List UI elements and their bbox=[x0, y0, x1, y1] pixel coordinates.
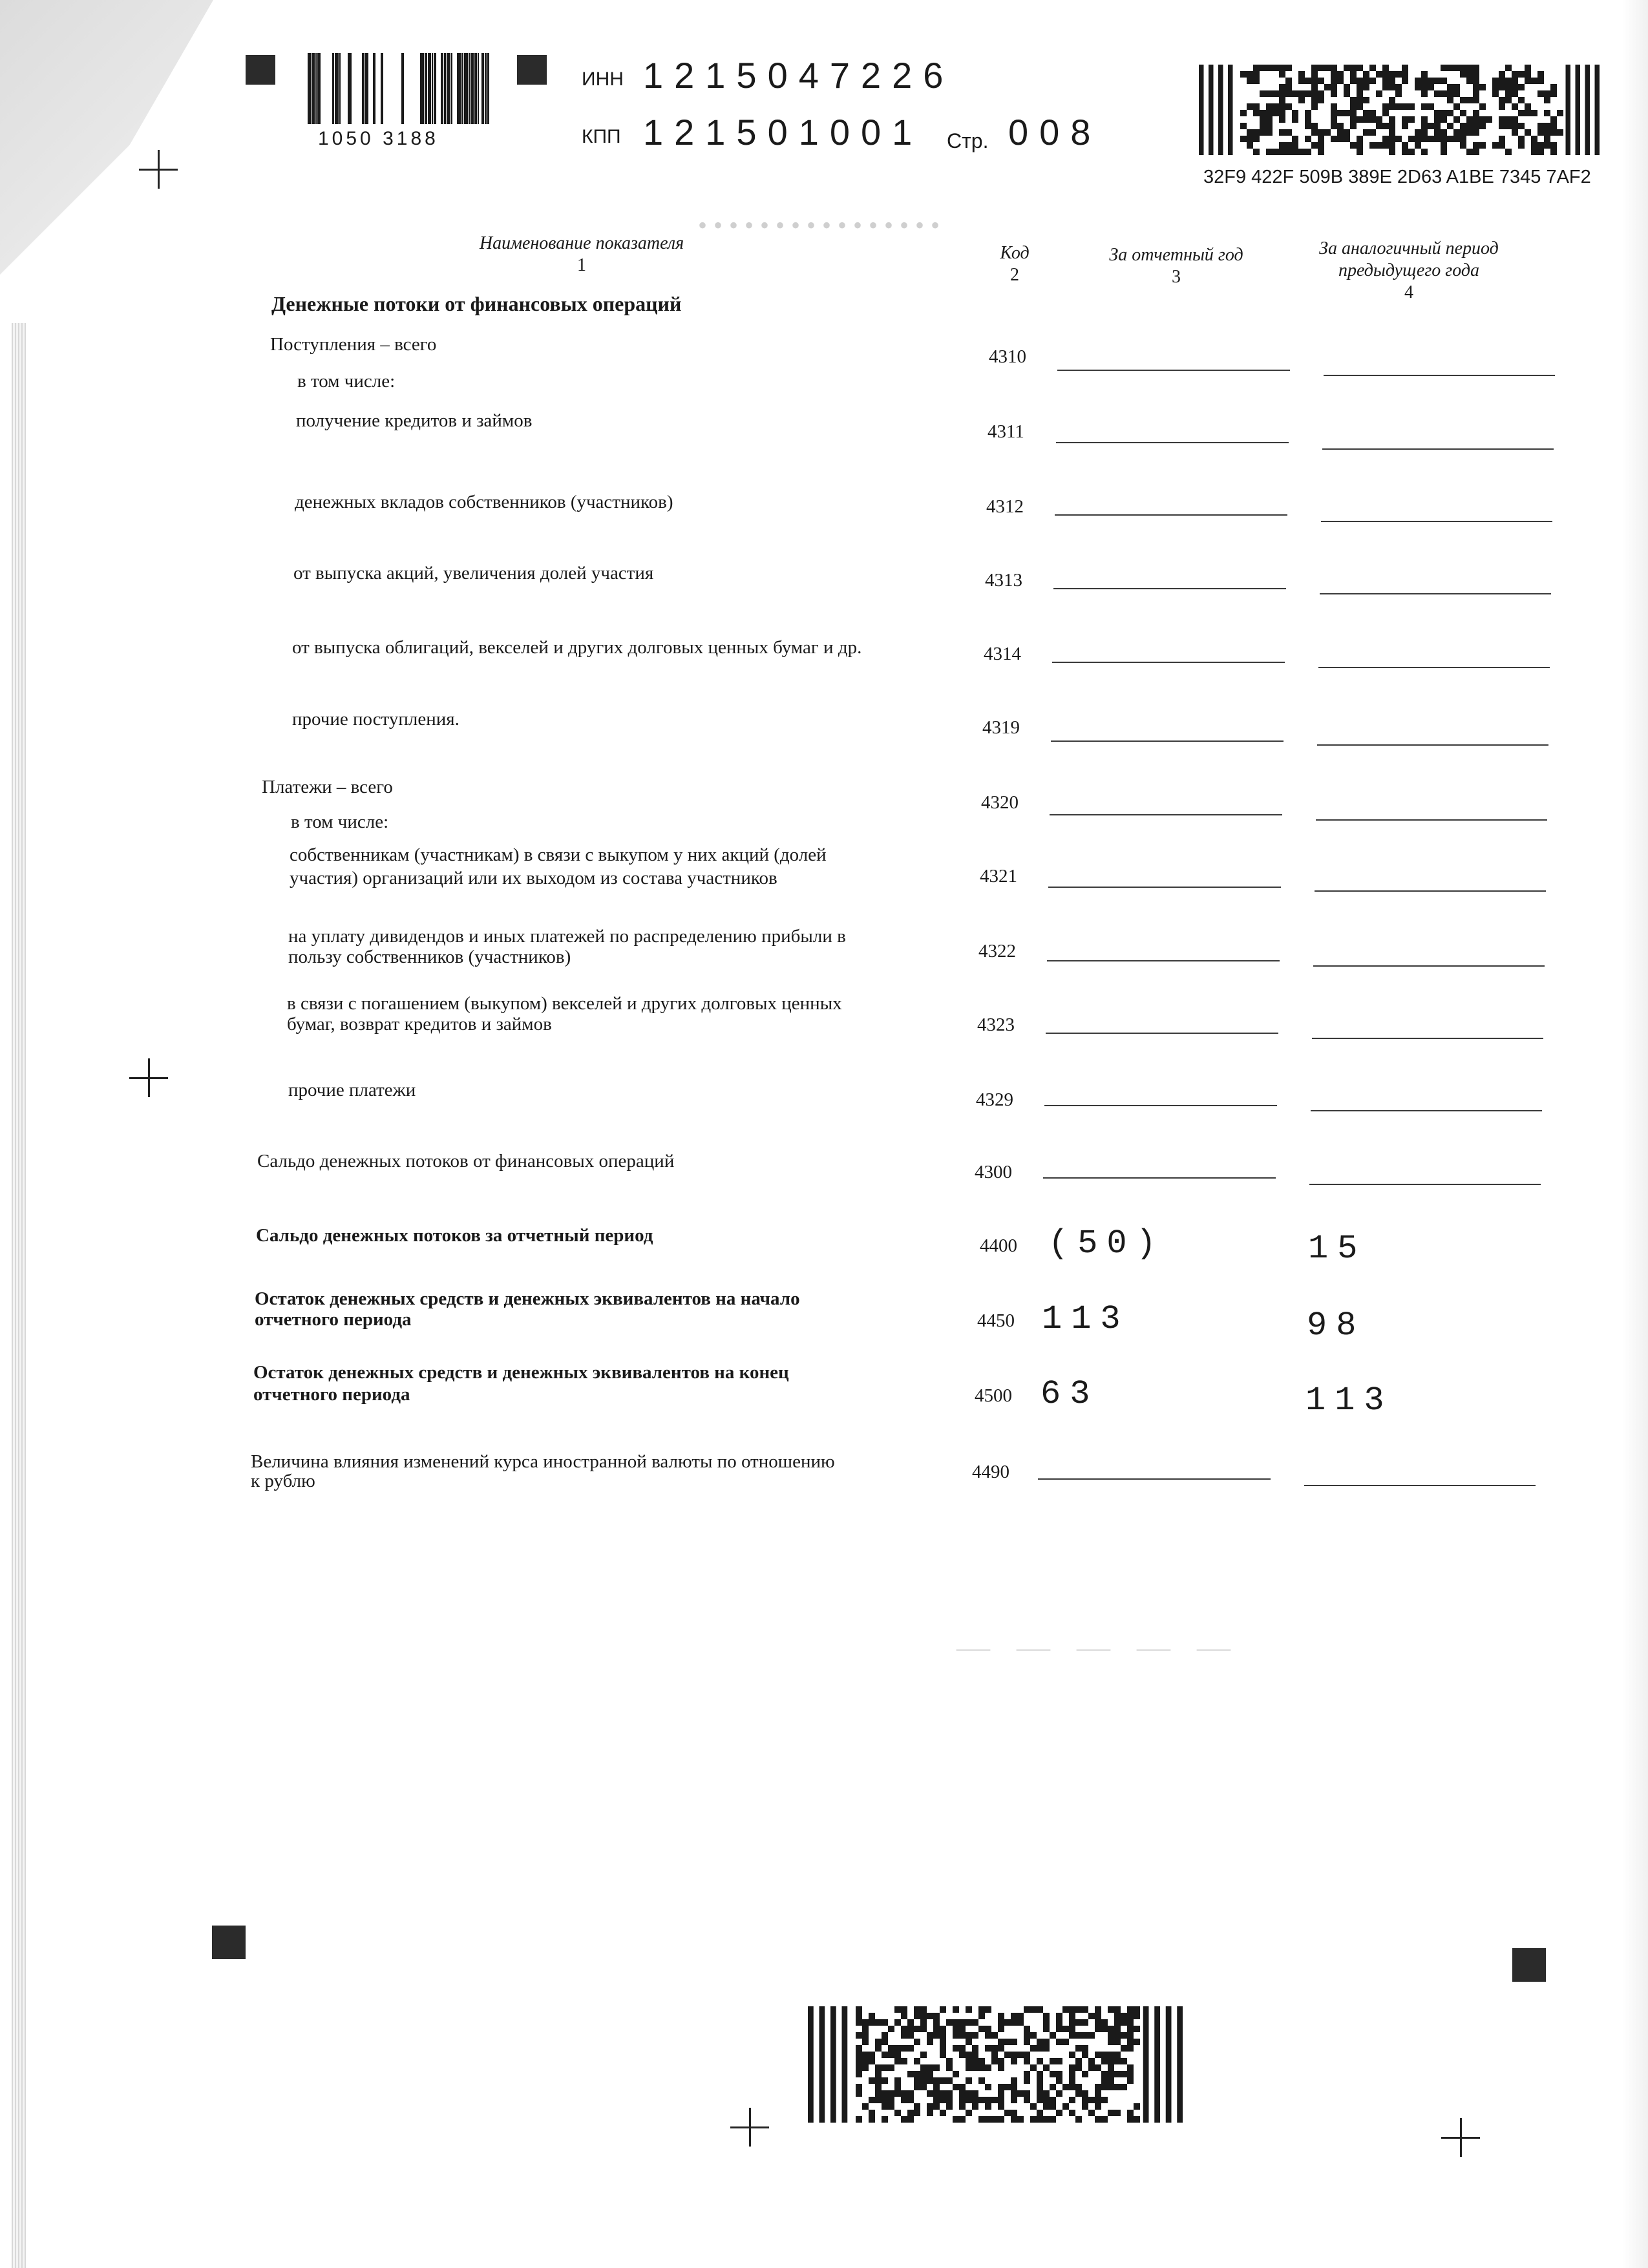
row-label-line-2: участия) организаций или их выходом из состава участников bbox=[290, 868, 777, 888]
previous-year-blank bbox=[1320, 593, 1551, 594]
row-label-line-1: Остаток денежных средств и денежных эквивалентов на конец bbox=[253, 1362, 789, 1383]
column-previous-title-1: За аналогичный период bbox=[1319, 238, 1499, 258]
previous-year-blank bbox=[1315, 890, 1546, 892]
column-current-title: За отчетный год bbox=[1109, 245, 1243, 265]
previous-year-blank bbox=[1324, 375, 1555, 376]
crosshair-mark bbox=[129, 1058, 168, 1097]
column-code-number: 2 bbox=[1010, 265, 1019, 285]
current-year-blank bbox=[1044, 1105, 1277, 1106]
crosshair-mark bbox=[139, 150, 178, 189]
row-code: 4320 bbox=[981, 792, 1019, 813]
row-label: прочие поступления. bbox=[292, 709, 460, 730]
previous-year-blank bbox=[1313, 965, 1545, 967]
row-label-line-1: на уплату дивидендов и иных платежей по распределению прибыли в bbox=[288, 926, 846, 947]
previous-year-value: 98 bbox=[1307, 1307, 1366, 1345]
row-code: 4490 bbox=[972, 1462, 1009, 1482]
current-year-blank bbox=[1053, 588, 1286, 589]
registration-square bbox=[517, 55, 547, 85]
row-label: Платежи – всего bbox=[262, 777, 393, 797]
row-code: 4313 bbox=[985, 570, 1022, 591]
column-header-current bbox=[1073, 244, 1280, 288]
inn-value: 1215047226 bbox=[643, 55, 955, 96]
row-label: Поступления – всего bbox=[270, 334, 437, 355]
current-year-value: 113 bbox=[1042, 1300, 1130, 1338]
column-code-title: Код bbox=[1000, 243, 1030, 263]
previous-year-blank bbox=[1322, 448, 1554, 450]
row-code: 4321 bbox=[980, 866, 1017, 887]
previous-year-value: 15 bbox=[1308, 1230, 1367, 1268]
page-sheet bbox=[19, 0, 1635, 2268]
row-label: получение кредитов и займов bbox=[296, 410, 533, 431]
row-label-line-1: Величина влияния изменений курса иностранной валюты по отношению bbox=[251, 1451, 835, 1472]
kpp-label: КПП bbox=[582, 126, 621, 147]
row-code: 4310 bbox=[989, 346, 1026, 367]
current-year-blank bbox=[1038, 1478, 1271, 1480]
matrix-barcode-top bbox=[1199, 65, 1600, 155]
row-label: Сальдо денежных потоков за отчетный период bbox=[256, 1225, 653, 1246]
registration-square bbox=[1512, 1948, 1546, 1982]
row-code: 4314 bbox=[984, 644, 1021, 664]
previous-year-blank bbox=[1309, 1184, 1541, 1185]
current-year-blank bbox=[1056, 442, 1289, 443]
crosshair-mark bbox=[730, 2108, 769, 2147]
row-code: 4323 bbox=[977, 1014, 1015, 1035]
column-name-title: Наименование показателя bbox=[479, 233, 684, 253]
page-number: 008 bbox=[1008, 112, 1102, 152]
previous-year-blank bbox=[1304, 1485, 1536, 1486]
barcode-number: 1050 3188 bbox=[318, 128, 439, 149]
previous-year-blank bbox=[1316, 819, 1547, 821]
bleed-through-text: • • • • • • • • • • • • • • • • bbox=[698, 211, 940, 240]
current-year-blank bbox=[1050, 814, 1282, 815]
previous-year-value: 113 bbox=[1305, 1381, 1393, 1420]
current-year-blank bbox=[1057, 370, 1290, 371]
bleed-through-text: — — — — — bbox=[956, 1629, 1240, 1666]
previous-year-blank bbox=[1311, 1110, 1542, 1111]
row-code: 4300 bbox=[975, 1162, 1012, 1182]
column-name-number: 1 bbox=[577, 255, 586, 275]
row-code: 4311 bbox=[988, 421, 1024, 442]
previous-year-blank bbox=[1312, 1038, 1543, 1039]
row-code: 4500 bbox=[975, 1385, 1012, 1406]
kpp-value: 121501001 bbox=[643, 112, 924, 152]
current-year-blank bbox=[1052, 662, 1285, 663]
current-year-blank bbox=[1046, 1033, 1278, 1034]
row-code: 4329 bbox=[976, 1089, 1013, 1110]
section-title: Денежные потоки от финансовых операций bbox=[271, 292, 682, 315]
column-previous-title-2: предыдущего года bbox=[1338, 260, 1479, 280]
crosshair-mark bbox=[1441, 2118, 1480, 2157]
row-label-line-2: бумаг, возврат кредитов и займов bbox=[287, 1014, 552, 1034]
linear-barcode bbox=[304, 53, 498, 124]
row-label: в том числе: bbox=[291, 812, 389, 832]
current-year-blank bbox=[1048, 887, 1281, 888]
document-hash: 32F9 422F 509B 389E 2D63 A1BE 7345 7AF2 bbox=[1203, 167, 1591, 187]
column-header-previous bbox=[1293, 238, 1525, 304]
row-label: от выпуска акций, увеличения долей участия bbox=[293, 563, 654, 583]
row-label: прочие платежи bbox=[288, 1080, 416, 1100]
row-code: 4312 bbox=[986, 496, 1024, 517]
row-label-line-2: к рублю bbox=[251, 1471, 315, 1491]
row-code: 4322 bbox=[978, 941, 1016, 961]
row-label-line-1: Остаток денежных средств и денежных эквивалентов на начало bbox=[255, 1288, 800, 1309]
current-year-blank bbox=[1043, 1177, 1276, 1179]
row-code: 4400 bbox=[980, 1235, 1017, 1256]
row-label-line-2: отчетного периода bbox=[255, 1309, 412, 1330]
previous-year-blank bbox=[1317, 744, 1548, 746]
column-previous-number: 4 bbox=[1404, 282, 1413, 302]
row-label: Сальдо денежных потоков от финансовых операций bbox=[257, 1151, 675, 1171]
current-year-blank bbox=[1047, 960, 1280, 961]
registration-square bbox=[212, 1926, 246, 1959]
page-label: Стр. bbox=[947, 129, 989, 152]
row-label: в том числе: bbox=[297, 371, 396, 392]
column-current-number: 3 bbox=[1172, 267, 1181, 287]
stacked-pages-edge bbox=[12, 323, 26, 2268]
registration-square bbox=[246, 55, 275, 85]
row-code: 4319 bbox=[982, 717, 1020, 738]
current-year-value: (50) bbox=[1048, 1224, 1165, 1263]
column-header-name bbox=[414, 233, 750, 277]
row-label-line-2: отчетного периода bbox=[253, 1384, 410, 1405]
current-year-blank bbox=[1051, 740, 1284, 742]
row-label-line-1: собственникам (участникам) в связи с выкупом у них акций (долей bbox=[290, 845, 827, 865]
right-page-edge bbox=[1622, 0, 1648, 2268]
matrix-barcode-bottom bbox=[808, 2006, 1183, 2123]
previous-year-blank bbox=[1321, 521, 1552, 522]
row-label-line-2: пользу собственников (участников) bbox=[288, 947, 571, 967]
row-label-line-1: в связи с погашением (выкупом) векселей и других долговых ценных bbox=[287, 993, 842, 1014]
row-label: денежных вкладов собственников (участников) bbox=[295, 492, 673, 512]
inn-label: ИНН bbox=[582, 68, 624, 90]
row-code: 4450 bbox=[977, 1310, 1015, 1331]
current-year-value: 63 bbox=[1041, 1375, 1099, 1413]
row-label: от выпуска облигаций, векселей и других долговых ценных бумаг и др. bbox=[292, 637, 862, 658]
column-header-code bbox=[982, 242, 1047, 286]
current-year-blank bbox=[1055, 514, 1287, 516]
previous-year-blank bbox=[1318, 667, 1550, 668]
